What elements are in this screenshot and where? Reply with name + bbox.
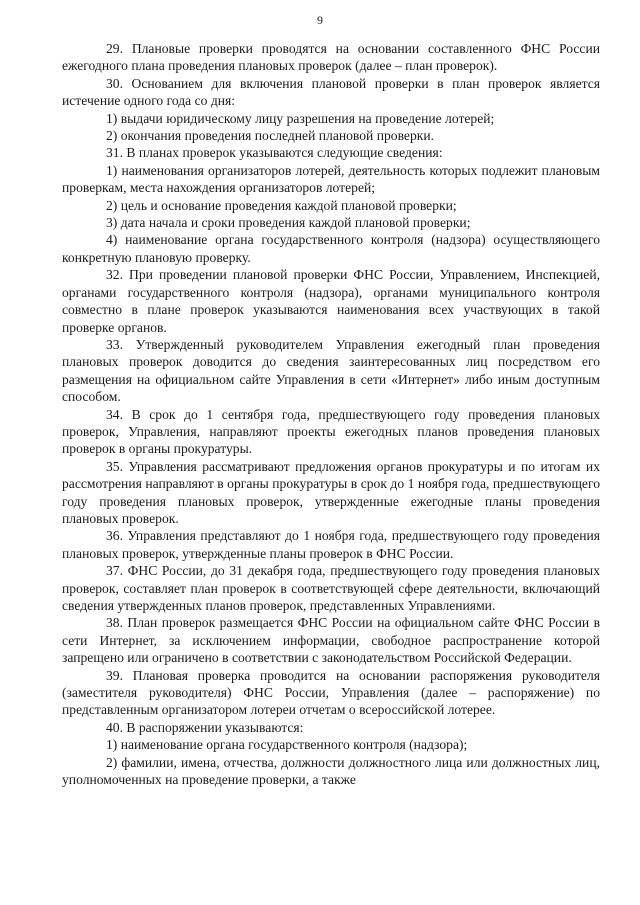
paragraph-31: 31. В планах проверок указываются следующие сведения:	[106, 145, 443, 161]
paragraph-30: 30. Основанием для включения плановой проверки в план проверок является истечение одного года со дня:	[62, 75, 600, 109]
list-item: 1) наименования организаторов лотерей, деятельность которых подлежит плановым проверкам, места нахождения организаторов лотерей;	[62, 162, 600, 196]
list-item: 2) цель и основание проведения каждой плановой проверки;	[106, 197, 457, 213]
list-item: 4) наименование органа государственного контроля (надзора) осуществляющего конкретную плановую проверку.	[62, 232, 600, 265]
document-body	[62, 40, 600, 788]
paragraph-40: 40. В распоряжении указываются:	[106, 719, 304, 735]
list-item: 1) выдачи юридическому лицу разрешения на проведение лотерей;	[106, 110, 495, 126]
paragraph-33: 33. Утвержденный руководителем Управления ежегодный план проведения плановых проверок доводится до сведения заинтересованных лиц посредством его размещения на официальном сайте Управления в сети «Интернет» либо иным доступным способом.	[62, 336, 600, 405]
paragraph-37: 37. ФНС России, до 31 декабря года, предшествующего году проведения плановых проверок, составляет план проверок в соответствующей сфере деятельности, включающий сведения утвержденных планов проверок, представленных Управлениями.	[62, 563, 600, 613]
page-number: 9	[317, 13, 323, 27]
list-item: 1) наименование органа государственного контроля (надзора);	[106, 737, 468, 753]
paragraph-39: 39. Плановая проверка проводится на основании распоряжения руководителя (заместителя руководителя) ФНС России, Управления (далее – распоряжение) по представленным организатором лотереи отчетам о всероссийской лотерее.	[62, 667, 600, 718]
paragraph-29: 29. Плановые проверки проводятся на основании составленного ФНС России ежегодного плана проведения плановых проверок (далее – план проверок).	[62, 41, 600, 74]
list-item: 3) дата начала и сроки проведения каждой плановой проверки;	[106, 215, 471, 231]
paragraph-38: 38. План проверок размещается ФНС России на официальном сайте ФНС России в сети Интернет, за исключением информации, свободное распространение которой запрещено или ограничено в соответствии с законодательством Российской Федерации.	[62, 615, 600, 666]
list-item: 2) фамилии, имена, отчества, должности должностного лица или должностных лиц, уполномоченных на проведение проверки, а также	[62, 754, 600, 788]
paragraph-35: 35. Управления рассматривают предложения органов прокуратуры и по итогам их рассмотрения направляют в органы прокуратуры в срок до 1 ноября года, предшествующего году проведения плановых проверок, утвержденные ежегодные планы проведения плановых проверок.	[62, 458, 600, 526]
paragraph-32: 32. При проведении плановой проверки ФНС России, Управлением, Инспекцией, органами государственного контроля (надзора), органами муниципального контроля совместно в плане проверок указываются наименования всех участвующих в такой проверке органов.	[62, 267, 600, 335]
list-item: 2) окончания проведения последней плановой проверки.	[106, 128, 435, 144]
paragraph-36: 36. Управления представляют до 1 ноября года, предшествующего году проведения плановых проверок, утвержденные планы проверок в ФНС России.	[62, 528, 600, 561]
paragraph-34: 34. В срок до 1 сентября года, предшествующего году проведения плановых проверок, Управления, направляют проекты ежегодных планов проведения плановых проверок в органы прокуратуры.	[62, 406, 600, 457]
